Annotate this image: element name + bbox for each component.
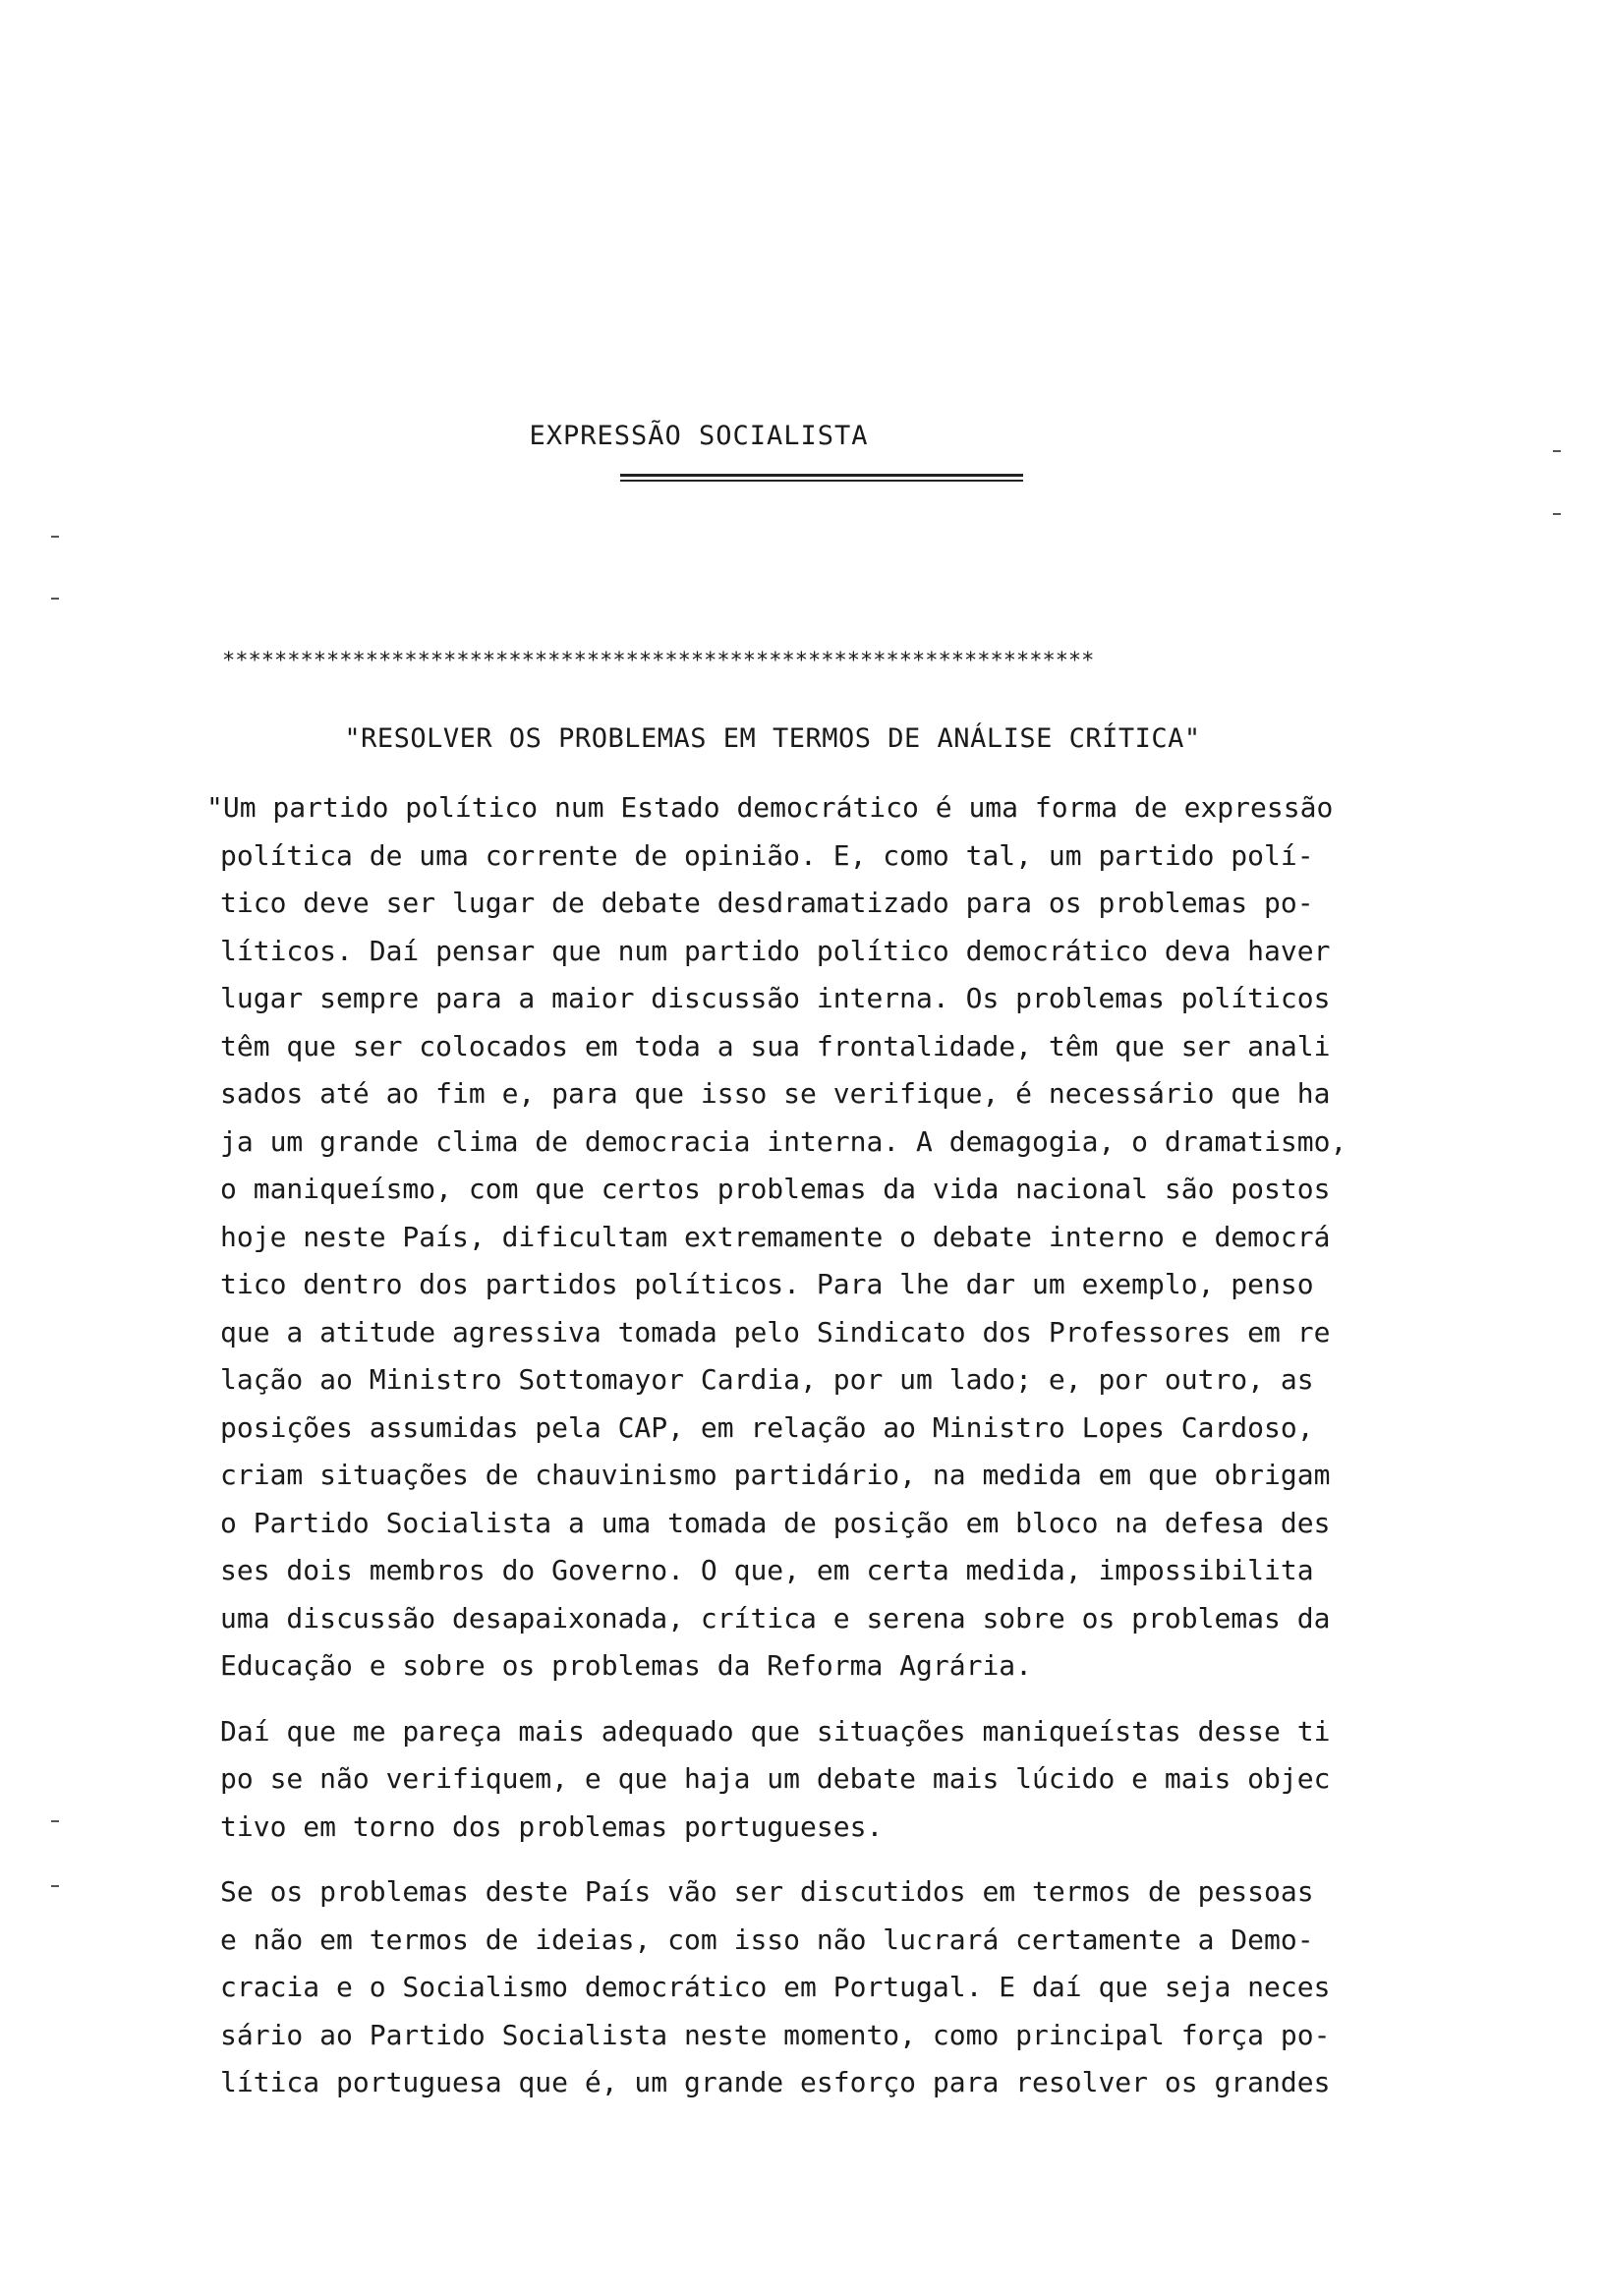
text-line: hoje neste País, dificultam extremamente o debate interno e democrá xyxy=(220,1220,1331,1253)
scan-mark xyxy=(51,536,59,538)
text-line: têm que ser colocados em toda a sua frontalidade, têm que ser anali xyxy=(220,1029,1331,1062)
text-line: lugar sempre para a maior discussão interna. Os problemas políticos xyxy=(220,982,1331,1014)
title-underline xyxy=(620,474,1023,482)
text-line: o maniqueísmo, com que certos problemas da vida nacional são postos xyxy=(220,1173,1331,1205)
text-line: que a atitude agressiva tomada pelo Sindicato dos Professores em re xyxy=(220,1315,1331,1349)
header xyxy=(0,421,1604,451)
text-line: po se não verifiquem, e que haja um debate mais lúcido e mais objec xyxy=(220,1762,1331,1795)
text-line: Se os problemas deste País vão ser discutidos em termos de pessoas xyxy=(220,1875,1314,1908)
text-line: líticos. Daí pensar que num partido político democrático deva haver xyxy=(220,934,1331,967)
article-body xyxy=(206,784,1582,2107)
text-line: Educação e sobre os problemas da Reforma Agrária. xyxy=(220,1649,1033,1682)
text-line: sados até ao fim e, para que isso se verifique, é necessário que ha xyxy=(220,1077,1331,1110)
text-line: "Um partido político num Estado democrático é uma forma de expressão xyxy=(206,791,1334,824)
text-line: lítica portuguesa que é, um grande esforço para resolver os grandes xyxy=(220,2066,1331,2098)
paragraph-3 xyxy=(206,1868,1582,2107)
subtitle-text: "RESOLVER OS PROBLEMAS EM TERMOS DE ANÁLISE CRÍTICA" xyxy=(344,723,1201,754)
text-line: uma discussão desapaixonada, crítica e serena sobre os problemas da xyxy=(220,1601,1331,1635)
page-title: EXPRESSÃO SOCIALISTA xyxy=(529,421,869,451)
article-subtitle xyxy=(0,723,1604,754)
paragraph-1 xyxy=(206,784,1582,1691)
scan-mark xyxy=(51,1885,59,1887)
asterisk-separator: ******************************************************************* xyxy=(222,649,1095,673)
scan-mark xyxy=(1553,450,1561,452)
text-line: e não em termos de ideias, com isso não lucrará certamente a Demo- xyxy=(220,1923,1314,1956)
text-line: lação ao Ministro Sottomayor Cardia, por um lado; e, por outro, as xyxy=(220,1363,1314,1396)
text-line: o Partido Socialista a uma tomada de posição em bloco na defesa des xyxy=(220,1506,1331,1539)
text-line: criam situações de chauvinismo partidário, na medida em que obrigam xyxy=(220,1459,1331,1491)
text-line: cracia e o Socialismo democrático em Portugal. E daí que seja neces xyxy=(220,1971,1331,2003)
text-line: política de uma corrente de opinião. E, como tal, um partido polí- xyxy=(220,838,1314,872)
scan-mark xyxy=(51,1820,59,1822)
text-line: tivo em torno dos problemas portugueses. xyxy=(220,1809,884,1843)
scan-mark xyxy=(51,598,59,600)
text-line: tico deve ser lugar de debate desdramatizado para os problemas po- xyxy=(220,887,1314,919)
text-line: sário ao Partido Socialista neste momento, como principal força po- xyxy=(220,2018,1331,2051)
text-line: Daí que me pareça mais adequado que situações maniqueístas desse ti xyxy=(220,1714,1331,1748)
text-line: posições assumidas pela CAP, em relação ao Ministro Lopes Cardoso, xyxy=(220,1410,1314,1444)
text-line: ja um grande clima de democracia interna. A demagogia, o dramatismo, xyxy=(220,1124,1347,1158)
text-line: ses dois membros do Governo. O que, em certa medida, impossibilita xyxy=(220,1554,1314,1586)
text-line: tico dentro dos partidos políticos. Para lhe dar um exemplo, penso xyxy=(220,1268,1314,1300)
paragraph-2 xyxy=(206,1708,1582,1852)
scan-mark xyxy=(1553,513,1561,515)
